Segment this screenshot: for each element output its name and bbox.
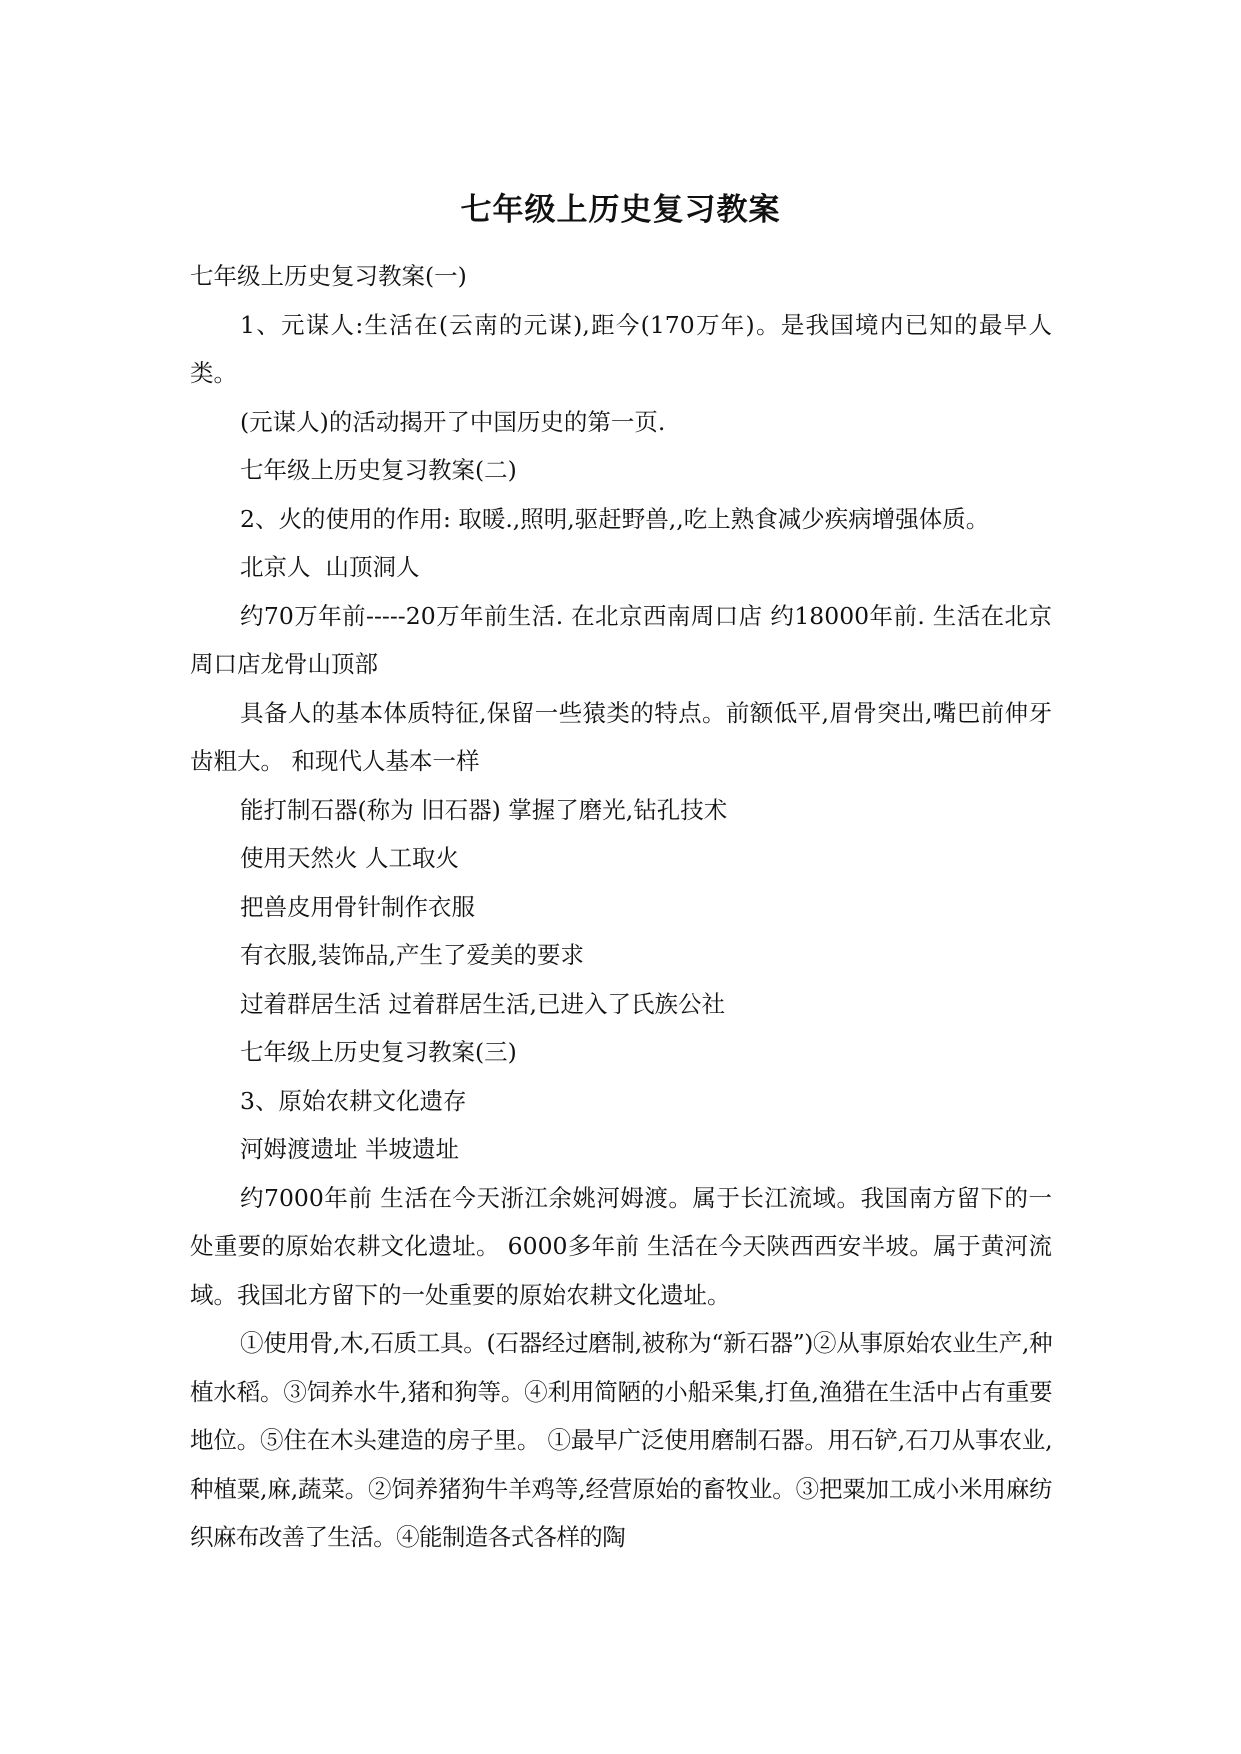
section-heading-3: 七年级上历史复习教案(三) [240, 1038, 517, 1066]
paragraph: 3、原始农耕文化遗存 [240, 1086, 467, 1115]
paragraph: 有衣服,装饰品,产生了爱美的要求 [240, 941, 584, 969]
paragraph: 具备人的基本体质特征,保留一些猿类的特点。前额低平,眉骨突出,嘴巴前伸牙齿粗大。 和现代人基本一样 [190, 698, 1052, 775]
document-body [190, 252, 1052, 1562]
paragraph: 北京人 山顶洞人 [240, 553, 420, 581]
paragraph: 把兽皮用骨针制作衣服 [240, 892, 475, 921]
section-heading-2: 七年级上历史复习教案(二) [240, 456, 517, 484]
paragraph: 过着群居生活 过着群居生活,已进入了氏族公社 [240, 989, 725, 1018]
paragraph: ①使用骨,木,石质工具。(石器经过磨制,被称为“新石器”)②从事原始农业生产,种植水稻。③饲养水牛,猪和狗等。④利用简陋的小船采集,打鱼,渔猎在生活中占有重要地位。⑤住在木头建造的房子里。 ①最早广泛使用磨制石器。用石铲,石刀从事农业,种植粟,麻,蔬菜。②饲养猪狗牛羊鸡等,经营原始的畜牧业。③把粟加工成小米用麻纺织麻布改善了生活。④能制造各式各样的陶 [190, 1329, 1052, 1551]
paragraph: 能打制石器(称为 旧石器) 掌握了磨光,钻孔技术 [240, 795, 728, 824]
paragraph: 2、火的使用的作用: 取暖.,照明,驱赶野兽,,吃上熟食减少疾病增强体质。 [240, 504, 990, 533]
paragraph: 约7000年前 生活在今天浙江余姚河姆渡。属于长江流域。我国南方留下的一处重要的原始农耕文化遗址。 6000多年前 生活在今天陕西西安半坡。属于黄河流域。我国北方留下的一处重要的原始农耕文化遗址。 [190, 1183, 1052, 1309]
paragraph: 1、元谋人:生活在(云南的元谋),距今(170万年)。是我国境内已知的最早人类。 [190, 310, 1052, 387]
paragraph: (元谋人)的活动揭开了中国历史的第一页. [240, 407, 666, 436]
paragraph: 河姆渡遗址 半坡遗址 [240, 1135, 459, 1163]
section-heading-1: 七年级上历史复习教案(一) [190, 262, 467, 290]
paragraph: 约70万年前-----20万年前生活. 在北京西南周口店 约18000年前. 生活在北京周口店龙骨山顶部 [190, 601, 1052, 678]
paragraph: 使用天然火 人工取火 [240, 844, 459, 872]
document-title: 七年级上历史复习教案 [460, 192, 781, 228]
